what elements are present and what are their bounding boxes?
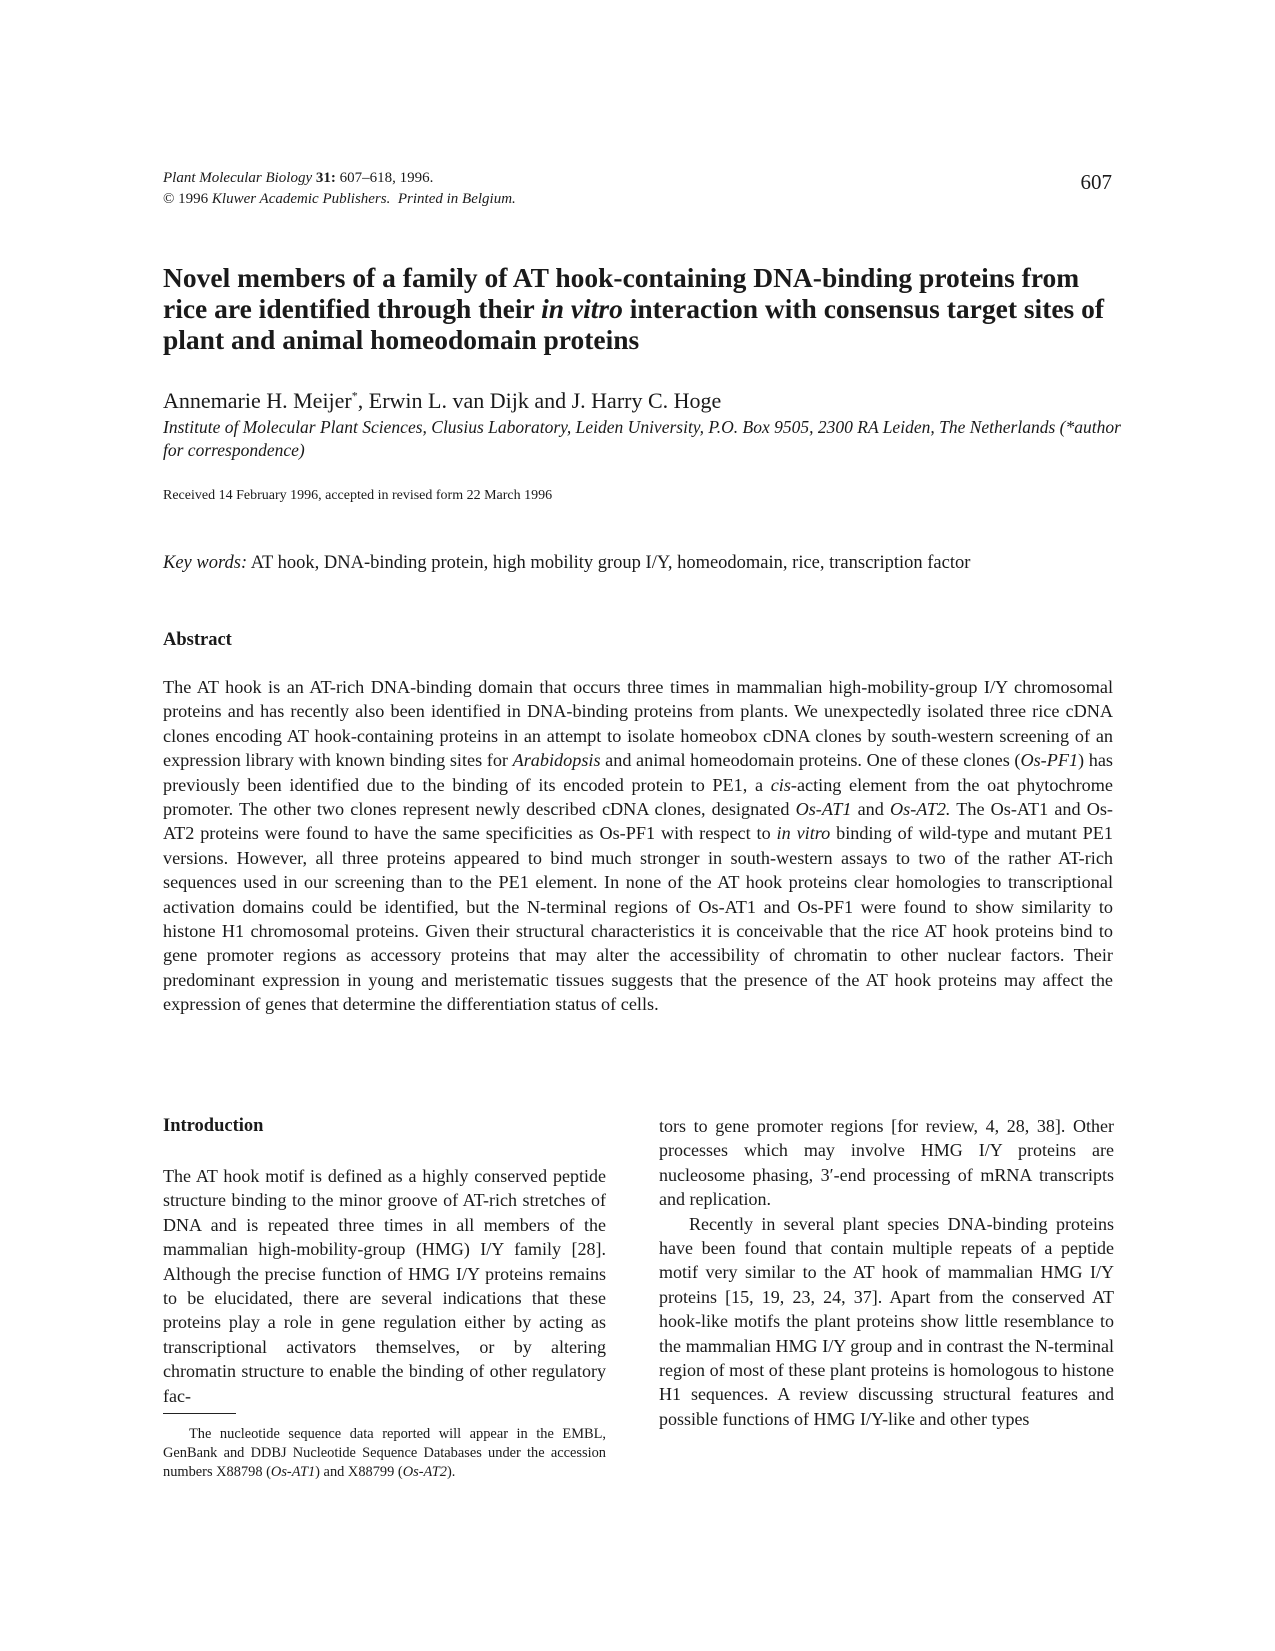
keywords-label: Key words:	[163, 553, 248, 573]
affiliation: Institute of Molecular Plant Sciences, Clusius Laboratory, Leiden University, P.O. Box 9505, 2300 RA Leiden, The Netherlands (*author for correspondence)	[163, 417, 1121, 460]
abstract-heading: Abstract	[163, 630, 232, 650]
received-dates: Received 14 February 1996, accepted in revised form 22 March 1996	[163, 488, 553, 503]
paper-title: Novel members of a family of AT hook-containing DNA-binding proteins from rice are identified through their in vitro interaction with consensus target sites of plant and animal homeodomain proteins	[163, 262, 1105, 355]
abstract-text: The AT hook is an AT-rich DNA-binding domain that occurs three times in mammalian high-mobility-group I/Y chromosomal proteins and has recently also been identified in DNA-binding proteins from plants. We unexpectedly isolated three rice cDNA clones encoding AT hook-containing proteins in an attempt to isolate homeobox cDNA clones by south-western screening of an expression library with known binding sites for Arabidopsis and animal homeodomain proteins. One of these clones (Os-PF1) has previously been identified due to the binding of its encoded protein to PE1, a cis-acting element from the oat phytochrome promoter. The other two clones represent newly described cDNA clones, designated Os-AT1 and Os-AT2. The Os-AT1 and Os-AT2 proteins were found to have the same specificities as Os-PF1 with respect to in vitro binding of wild-type and mutant PE1 versions. However, all three proteins appeared to bind much stronger in south-western assays to two of the rather AT-rich sequences used in our screening than to the PE1 element. In none of the AT hook proteins clear homologies to transcriptional activation domains could be identified, but the N-terminal regions of Os-AT1 and Os-PF1 were found to show similarity to histone H1 chromosomal proteins. Given their structural characteristics it is conceivable that the rice AT hook proteins bind to gene promoter regions as accessory proteins that may alter the accessibility of chromatin to other nuclear factors. Their predominant expression in young and meristematic tissues suggests that the presence of the AT hook proteins may affect the expression of genes that determine the differentiation status of cells.	[163, 677, 1113, 1015]
body-column-right	[659, 1114, 1114, 1431]
intro-paragraph-2: Recently in several plant species DNA-binding proteins have been found that contain multiple repeats of a peptide motif very similar to the AT hook of mammalian HMG I/Y proteins [15, 19, 23, 24, 37]. Apart from the conserved AT hook-like motifs the plant proteins show little resemblance to the mammalian HMG I/Y group and in contrast the N-terminal region of most of these plant proteins is homologous to histone H1 sequences. A review discussing structural features and possible functions of HMG I/Y-like and other types	[659, 1213, 1114, 1429]
journal-volume: 31:	[315, 170, 336, 186]
copyright-symbol: ©	[163, 191, 175, 207]
introduction-heading: Introduction	[163, 1116, 264, 1136]
author-list: Annemarie H. Meijer*, Erwin L. van Dijk and J. Harry C. Hoge	[163, 388, 722, 413]
journal-name: Plant Molecular Biology	[163, 170, 313, 186]
keywords	[163, 553, 970, 574]
intro-paragraph-1: The AT hook motif is defined as a highly conserved peptide structure binding to the minor groove of AT-rich stretches of DNA and is repeated three times in all members of the mammalian high-mobility-group (HMG) I/Y family [28]. Although the precise function of HMG I/Y proteins remains to be elucidated, there are several indications that these proteins play a role in gene regulation either by acting as transcriptional activators themselves, or by altering chromatin structure to enable the binding of other regulatory fac-	[163, 1166, 606, 1406]
copyright-line	[163, 189, 516, 209]
intro-paragraph-1-continued: tors to gene promoter regions [for review, 4, 28, 38]. Other processes which may involve HMG I/Y proteins are nucleosome phasing, 3′-end processing of mRNA transcripts and replication.	[659, 1116, 1114, 1210]
publisher: Kluwer Academic Publishers.	[211, 191, 391, 207]
copyright-year: 1996	[178, 191, 209, 207]
page-number: 607	[1080, 170, 1112, 194]
body-column-left	[163, 1114, 606, 1408]
keywords-text: AT hook, DNA-binding protein, high mobility group I/Y, homeodomain, rice, transcription factor	[247, 553, 971, 573]
journal-pages: 607–618, 1996.	[339, 170, 434, 186]
footnote-divider	[163, 1413, 236, 1414]
journal-citation	[163, 168, 433, 188]
printed-in: Printed in Belgium.	[397, 191, 516, 207]
corresponding-mark: *	[351, 388, 358, 403]
footnote: The nucleotide sequence data reported will appear in the EMBL, GenBank and DDBJ Nucleotide Sequence Databases under the accession numbers X88798 (Os-AT1) and X88799 (Os-AT2).	[163, 1426, 606, 1480]
